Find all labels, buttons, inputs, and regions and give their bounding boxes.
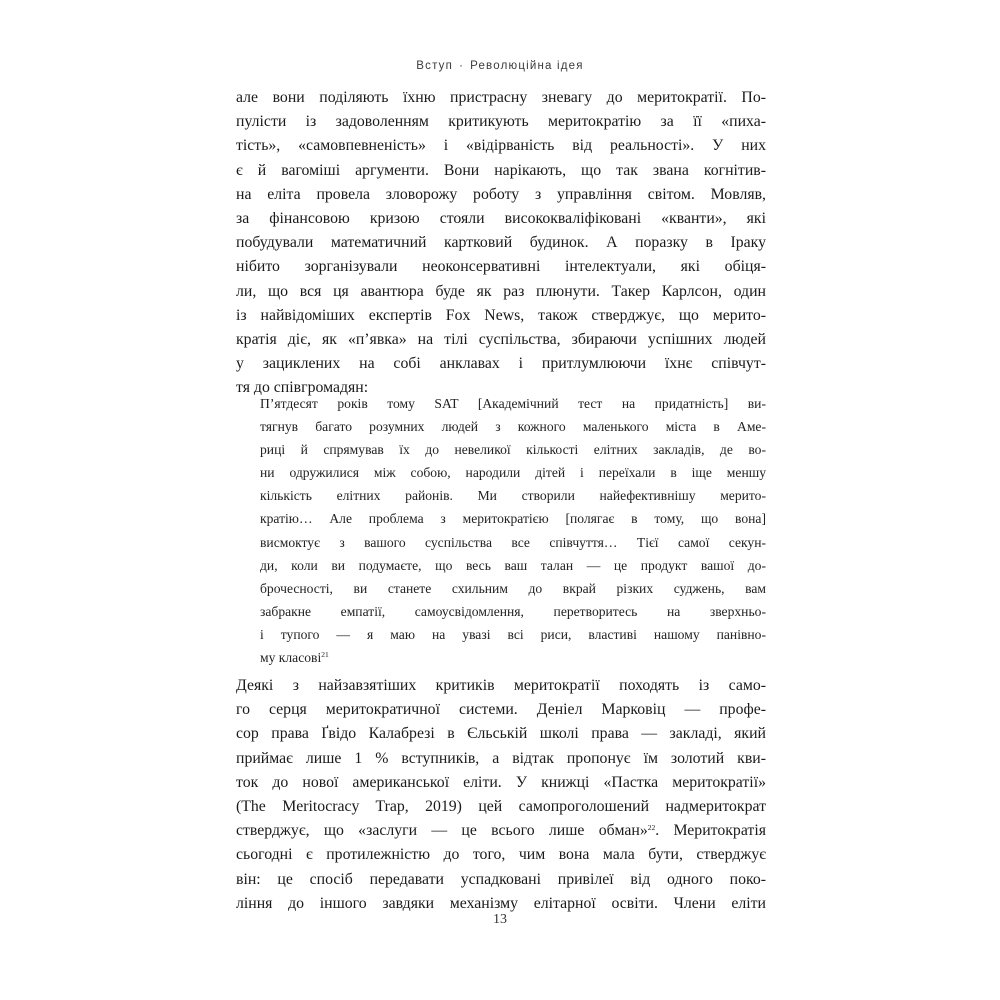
text-line: на еліта провела зловорожу роботу з управління світом. Мовляв, bbox=[236, 185, 766, 203]
running-head-separator: · bbox=[459, 60, 465, 72]
text-line: він: це спосіб передавати успадковані привілеї від одного поко- bbox=[236, 870, 766, 888]
quote-line: тягнув багато розумних людей з кожного маленького міста в Аме- bbox=[260, 419, 766, 435]
quote-line: брочесності, ви станете схильним до вкрай різких суджень, вам bbox=[260, 580, 766, 596]
text-line: приймає лише 1 % вступників, а відтак пропонує їм золотий кви- bbox=[236, 749, 766, 767]
quote-line: забракне емпатії, самоусвідомлення, перетворитесь на зверхньо- bbox=[260, 603, 766, 619]
text-line-part: . Меритократія bbox=[655, 822, 766, 840]
quote-line: кратію… Але проблема з меритократією [полягає в тому, що вона] bbox=[260, 511, 766, 527]
quote-line: і тупого — я маю на увазі всі риси, властиві нашому панівно- bbox=[260, 626, 766, 642]
text-line: тість», «самовпевненість» і «відірваність від реальності». У них bbox=[236, 137, 766, 155]
quote-line: ни одружилися між собою, народили дітей і переїхали в іще меншу bbox=[260, 465, 766, 481]
text-line bbox=[236, 819, 766, 843]
text-line: ток до нової американської еліти. У книжці «Пастка меритократії» bbox=[236, 773, 766, 791]
quote-line: риці й спрямував їх до невеликої кількості елітних закладів, де во- bbox=[260, 442, 766, 458]
text-line: кратія діє, як «п’явка» на тілі суспільства, збираючи успішних людей bbox=[236, 330, 766, 348]
quote-line bbox=[260, 646, 766, 669]
text-line: із найвідоміших експертів Fox News, також стверджує, що мерито- bbox=[236, 306, 766, 324]
text-line: сор права Ґвідо Калабрезі в Єльській школі права — закладі, який bbox=[236, 725, 766, 743]
text-line: го серця меритократичної системи. Деніел Марковіц — профе- bbox=[236, 701, 766, 719]
text-line: Деякі з найзавзятіших критиків меритократії походять із само- bbox=[236, 677, 766, 694]
paragraph-1 bbox=[236, 86, 766, 400]
text-line: (The Meritocracy Trap, 2019) цей самопроголошений надмеритократ bbox=[236, 797, 766, 815]
text-line: але вони поділяють їхню пристрасну зневагу до меритократії. По- bbox=[236, 89, 766, 106]
text-line: у зациклених на собі анклавах і притлумлюючи їхнє співчут- bbox=[236, 355, 766, 373]
paragraph-2 bbox=[236, 674, 766, 916]
quote-line: висмоктує з вашого суспільства все співчуття… Тієї самої секун- bbox=[260, 534, 766, 550]
running-head-chapter: Вступ bbox=[416, 60, 454, 72]
text-line: ли, що вся ця авантюра буде як раз плюнути. Такер Карлсон, один bbox=[236, 282, 766, 300]
quote-line: кількість елітних районів. Ми створили найефективнішу мерито- bbox=[260, 488, 766, 504]
footnote-ref[interactable]: 22 bbox=[647, 823, 656, 833]
text-line: сьогодні є протилежністю до того, чим вона мала бути, стверджує bbox=[236, 846, 766, 864]
page-number: 13 bbox=[493, 912, 507, 927]
text-line: є й вагоміші аргументи. Вони нарікають, що так звана когнітив- bbox=[236, 161, 766, 179]
text-line: тя до співгромадян: bbox=[236, 379, 369, 397]
running-head bbox=[0, 60, 1000, 72]
text-line: за фінансовою кризою стояли висококваліфіковані «кванти», які bbox=[236, 209, 766, 227]
text-line: ління до іншого завдяки механізму елітарної освіти. Члени еліти bbox=[236, 894, 766, 912]
running-head-title: Революційна ідея bbox=[470, 60, 584, 72]
text-line: пулісти із задоволенням критикують меритократію за її «пиха- bbox=[236, 113, 766, 131]
quote-line: ди, коли ви подумаєте, що весь ваш талан — це продукт вашої до- bbox=[260, 557, 766, 573]
text-line: побудували математичний картковий будинок. А поразку в Іраку bbox=[236, 234, 766, 252]
text-line: нібито зорганізували неоконсервативні інтелектуали, які обіця- bbox=[236, 258, 766, 276]
quote-line: П’ятдесят років тому SAT [Академічний тест на придатність] ви- bbox=[260, 396, 766, 411]
footnote-ref[interactable]: 21 bbox=[321, 650, 329, 660]
block-quote bbox=[260, 392, 766, 669]
quote-last-text: му класові bbox=[260, 650, 322, 666]
text-line-part: стверджує, що «заслуги — це всього лише обман» bbox=[236, 822, 648, 840]
